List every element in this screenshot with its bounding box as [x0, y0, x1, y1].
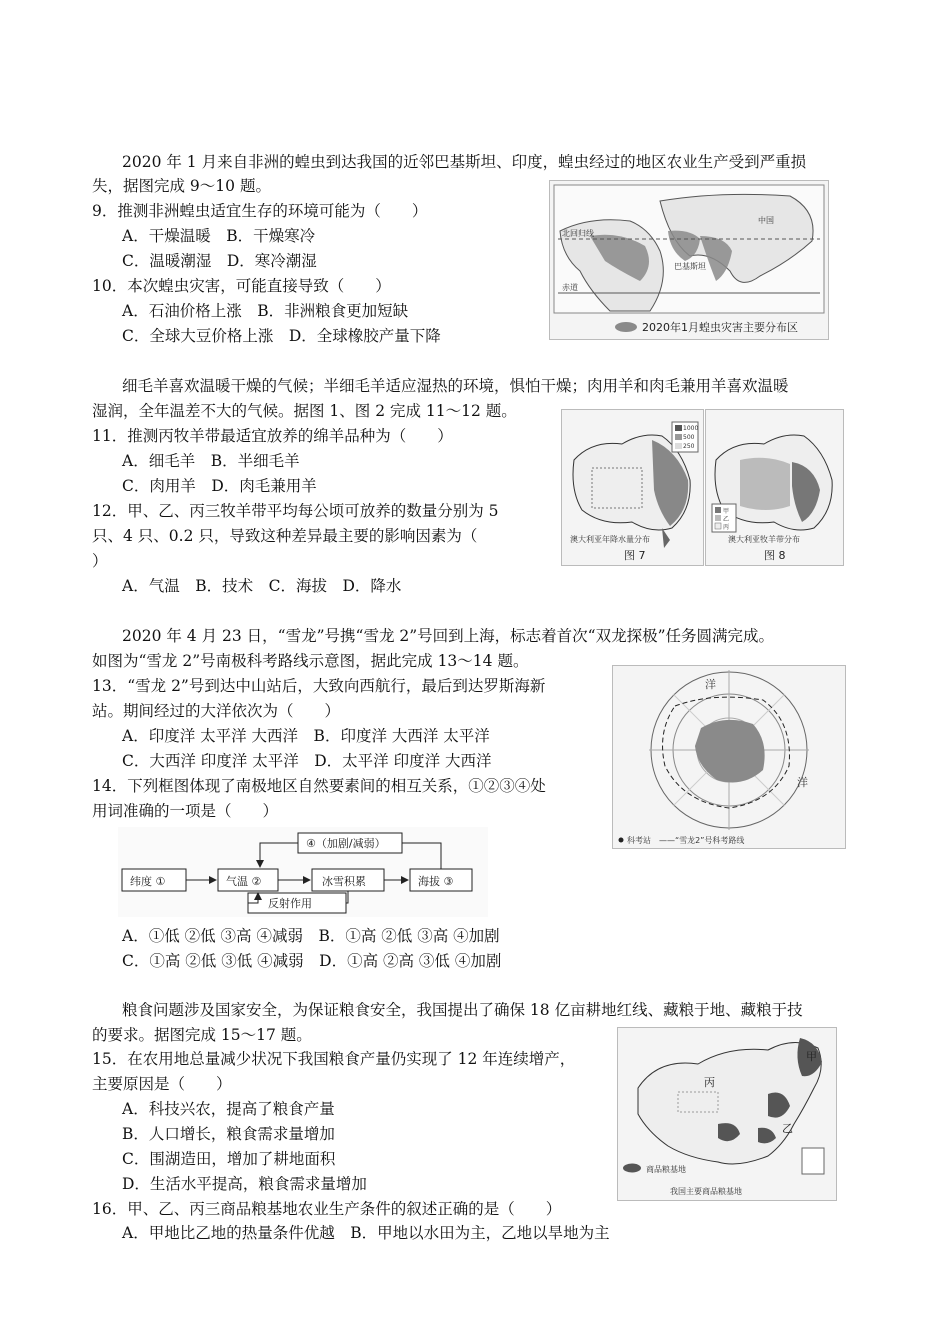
- figure-7-rainfall-map: [561, 409, 704, 566]
- question-13-line1: 13．“雪龙 2”号到达中山站后，大致向西航行，最后到达罗斯海新: [92, 677, 546, 695]
- question-11: 11．推测丙牧羊带最适宜放养的绵羊品种为（ ）: [92, 427, 453, 445]
- s2-intro-line1: 细毛羊喜欢温暖干燥的气候；半细毛羊适应湿热的环境，惧怕干燥；肉用羊和肉毛兼用羊喜欢温暖: [122, 377, 789, 395]
- question-12-options: A．气温 B．技术 C．海拔 D．降水: [122, 577, 402, 595]
- locust-map-caption: 2020年1月蝗虫灾害主要分布区: [642, 321, 798, 334]
- region-label: 巴基斯坦: [674, 262, 706, 271]
- antarctic-route-map: [612, 665, 846, 849]
- equator-label: 赤道: [562, 283, 578, 292]
- question-16: 16．甲、乙、丙三商品粮基地农业生产条件的叙述正确的是（ ）: [92, 1200, 562, 1218]
- flow-box-ice-accumulation: 冰雪积累: [322, 875, 366, 888]
- question-15-option-b: B．人口增长，粮食需求量增加: [122, 1125, 335, 1143]
- s2-intro-line2: 湿润，全年温差不大的气候。据图 1、图 2 完成 11～12 题。: [92, 402, 517, 420]
- figure-7-subtitle: 澳大利亚年降水量分布: [570, 535, 650, 544]
- question-14-line2: 用词准确的一项是（ ）: [92, 802, 279, 820]
- question-10-options-ab: A．石油价格上涨 B．非洲粮食更加短缺: [122, 302, 409, 320]
- question-12-line3: ）: [92, 552, 108, 570]
- question-14-options-ab: A．①低 ②低 ③高 ④减弱 B．①高 ②低 ③高 ④加剧: [122, 927, 500, 945]
- antarctic-map-legend: 科考站 ——“雪龙2”号科考路线: [627, 836, 745, 845]
- question-14-line1: 14．下列框图体现了南极地区自然要素间的相互关系，①②③④处: [92, 777, 546, 795]
- flow-box-altitude: 海拔 ③: [418, 875, 454, 888]
- question-10-options-cd: C．全球大豆价格上涨 D．全球橡胶产量下降: [122, 327, 441, 345]
- region-bing-label: 丙: [704, 1076, 715, 1089]
- flow-box-top: ④（加剧/减弱）: [306, 837, 386, 850]
- question-14-options-cd: C．①高 ②低 ③低 ④减弱 D．①高 ②高 ③低 ④加剧: [122, 952, 502, 970]
- legend-zone-yi: 乙: [723, 516, 730, 523]
- region-yi-label: 乙: [782, 1122, 793, 1135]
- question-15-option-a: A．科技兴农，提高了粮食产量: [122, 1100, 335, 1118]
- legend-swatch: [615, 322, 637, 332]
- s3-intro-line2: 如图为“雪龙 2”号南极科考路线示意图，据此完成 13～14 题。: [92, 652, 529, 670]
- s3-intro-line1: 2020 年 4 月 23 日，“雪龙”号携“雪龙 2”号回到上海，标志着首次“双龙探极”任务圆满完成。: [122, 627, 775, 645]
- legend-value-2: 500: [683, 434, 695, 441]
- ocean-label-1: 洋: [705, 678, 716, 691]
- s4-intro-line2: 的要求。据图完成 15～17 题。: [92, 1026, 312, 1044]
- flow-box-reflection: 反射作用: [268, 897, 312, 910]
- legend-value-1: 1000: [683, 425, 699, 432]
- question-9-options-ab: A．干燥温暖 B．干燥寒冷: [122, 227, 316, 245]
- question-16-options-ab: A．甲地比乙地的热量条件优越 B．甲地以水田为主，乙地以旱地为主: [122, 1224, 610, 1242]
- figure-7-label: 图 7: [624, 549, 646, 562]
- china-label: 中国: [758, 216, 774, 225]
- question-12-line2: 只、4 只、0.2 只，导致这种差异最主要的影响因素为（: [92, 527, 478, 545]
- region-jia-label: 甲: [806, 1050, 817, 1063]
- question-9: 9．推测非洲蝗虫适宜生存的环境可能为（ ）: [92, 202, 428, 220]
- question-13-options-ab: A．印度洋 太平洋 大西洋 B．印度洋 大西洋 太平洋: [122, 727, 490, 745]
- grain-map-legend: 商品粮基地: [646, 1165, 686, 1174]
- question-15-option-d: D．生活水平提高，粮食需求量增加: [122, 1175, 367, 1193]
- question-12-line1: 12．甲、乙、丙三牧羊带平均每公顷可放养的数量分别为 5: [92, 502, 499, 520]
- grain-base-map: [617, 1027, 837, 1201]
- s1-intro-line2: 失，据图完成 9～10 题。: [92, 177, 271, 195]
- figure-8-sheep-belt-map: [705, 409, 844, 566]
- figure-8-label: 图 8: [764, 549, 786, 562]
- question-13-options-cd: C．大西洋 印度洋 太平洋 D．太平洋 印度洋 大西洋: [122, 752, 492, 770]
- s4-intro-line1: 粮食问题涉及国家安全，为保证粮食安全，我国提出了确保 18 亿亩耕地红线、藏粮于地、藏粮于技: [122, 1001, 803, 1019]
- ocean-label-2: 洋: [797, 776, 808, 789]
- legend-zone-jia: 甲: [723, 508, 730, 515]
- legend-value-3: 250: [683, 443, 695, 450]
- question-15-option-c: C．围湖造田，增加了耕地面积: [122, 1150, 336, 1168]
- question-11-options-ab: A．细毛羊 B．半细毛羊: [122, 452, 300, 470]
- figure-8-subtitle: 澳大利亚牧羊带分布: [728, 535, 800, 544]
- question-15-line1: 15．在农用地总量减少状况下我国粮食产量仍实现了 12 年连续增产，: [92, 1050, 576, 1068]
- relationship-flowchart: [118, 827, 488, 917]
- question-13-line2: 站。期间经过的大洋依次为（ ）: [92, 702, 341, 720]
- question-15-line2: 主要原因是（ ）: [92, 1075, 232, 1093]
- tropic-label: 北回归线: [562, 229, 594, 238]
- legend-zone-bing: 丙: [723, 524, 730, 531]
- locust-map: [549, 180, 829, 340]
- grain-map-caption: 我国主要商品粮基地: [670, 1187, 742, 1196]
- question-10: 10．本次蝗虫灾害，可能直接导致（ ）: [92, 277, 391, 295]
- flow-box-temperature: 气温 ②: [226, 875, 262, 888]
- flow-box-latitude: 纬度 ①: [130, 875, 166, 888]
- question-11-options-cd: C．肉用羊 D．肉毛兼用羊: [122, 477, 317, 495]
- s1-intro-line1: 2020 年 1 月来自非洲的蝗虫到达我国的近邻巴基斯坦、印度，蝗虫经过的地区农业生产受到严重损: [122, 153, 807, 171]
- question-9-options-cd: C．温暖潮湿 D．寒冷潮湿: [122, 252, 317, 270]
